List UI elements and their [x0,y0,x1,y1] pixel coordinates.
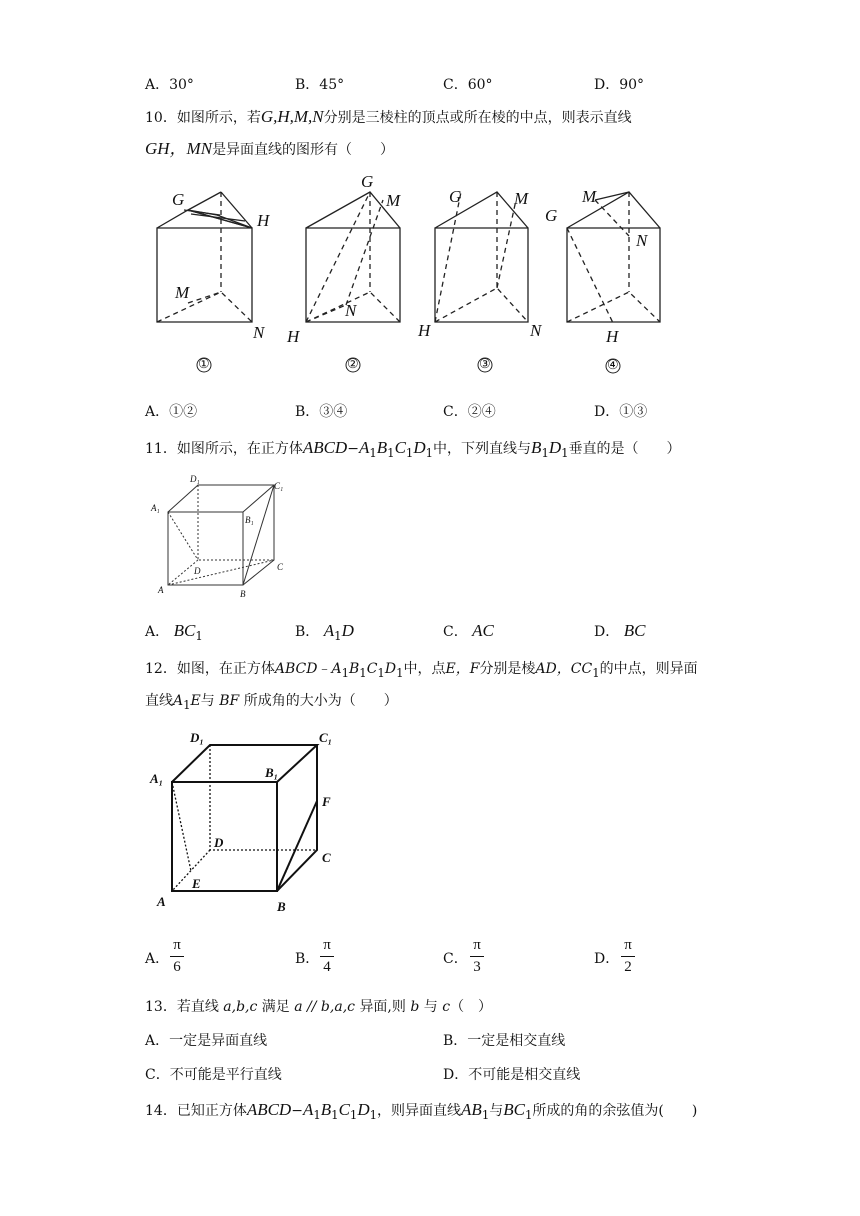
q10-stem-line2: GH，MN是异面直线的图形有（ ） [145,139,395,158]
q13-option-a: A．一定是异面直线 [145,1033,268,1049]
svg-text:M: M [386,191,401,210]
svg-text:H: H [257,211,270,230]
svg-text:G: G [449,187,462,206]
q13-option-b: B．一定是相交直线 [443,1033,566,1049]
svg-text:A₁: A₁ [150,771,164,786]
q12-option-a-fraction: π 6 [170,937,184,976]
svg-text:H: H [418,321,431,340]
svg-text:N: N [636,231,648,250]
q12-option-a-label: A． [145,951,170,967]
svg-text:M: M [514,189,529,208]
q11-option-c: C． AC [443,621,494,640]
q12-option-d-fraction: π 2 [621,937,635,976]
q9-option-a: A．30° [145,77,194,93]
q12-option-c-fraction: π 3 [470,937,484,976]
q13-option-c: C．不可能是平行直线 [145,1067,282,1083]
q11-option-d: D． BC [594,621,646,640]
svg-text:D₁: D₁ [190,730,204,745]
fig4-label: ④ [607,358,619,373]
svg-text:A₁: A₁ [151,503,160,513]
svg-text:N: N [530,321,542,340]
q9-option-c: C．60° [443,77,493,93]
fig1-label: ① [198,357,210,372]
q13-stem: 13．若直线 a,b,c 满足 a // b,a,c 异面,则 b 与 c（ ） [145,999,493,1015]
q11-option-b: B． $A_1D$ [295,621,354,643]
svg-text:G: G [172,190,185,209]
fig3-label: ③ [479,357,491,372]
q9-option-d: D．90° [594,77,645,93]
q12-cube-figure [150,725,350,915]
svg-text:C: C [277,562,284,572]
svg-text:H: H [606,327,619,346]
svg-text:G: G [545,206,558,225]
q10-option-b: B．③④ [295,404,348,420]
q12-stem-line2: 直线$A_1E$与 BF 所成角的大小为（ ） [145,693,398,712]
q12-option-b-label: B． [295,951,320,967]
svg-text:D: D [194,566,201,576]
q10-prism-figures [0,170,860,430]
q10-option-d: D．①③ [594,404,648,420]
q12-option-b-fraction: π 4 [320,937,334,976]
svg-text:B: B [277,899,286,914]
q10-option-a: A．①② [145,404,198,420]
q10-option-c: C．②④ [443,404,496,420]
fig2-label: ② [347,357,359,372]
q11-stem: 11．如图所示，在正方体$ABCD-A_1B_1C_1D_1$中，下列直线与$B_1D_1$垂直的是（ ） [145,438,681,460]
svg-text:H: H [287,327,300,346]
svg-text:D: D [214,835,224,850]
q12-option-d-label: D． [594,951,620,967]
svg-text:M: M [175,283,190,302]
q11-option-a: A． $BC_1$ [145,621,203,643]
svg-text:E: E [192,876,201,891]
svg-text:A: A [158,585,164,595]
svg-text:F: F [322,794,331,809]
svg-text:B: B [240,589,246,599]
q12-stem-line1: 12．如图，在正方体$ABCD﹣A_1B_1C_1D_1$中，点E，F分别是棱AD，$CC_1$的中点，则异面 [145,661,698,680]
svg-text:C₁: C₁ [319,730,333,745]
svg-text:G: G [361,172,374,191]
svg-text:C₁: C₁ [274,481,284,491]
svg-text:C: C [322,850,331,865]
q13-option-d: D．不可能是相交直线 [443,1067,581,1083]
svg-text:B₁: B₁ [245,515,254,525]
q10-stem-line1: 10．如图所示，若G,H,M,N分别是三棱柱的顶点或所在棱的中点，则表示直线 [145,107,632,126]
svg-text:M: M [582,187,597,206]
svg-text:B₁: B₁ [265,765,279,780]
svg-text:D₁: D₁ [190,474,200,484]
q11-cube-figure [148,475,298,605]
q12-option-c-label: C． [443,951,468,967]
svg-text:N: N [345,301,357,320]
svg-text:N: N [253,323,265,342]
q14-stem: 14．已知正方体$ABCD-A_1B_1C_1D_1$，则异面直线$AB_1$与$BC_1$所成的角的余弦值为( ) [145,1100,698,1122]
q9-option-b: B．45° [295,77,345,93]
svg-text:A: A [157,894,166,909]
